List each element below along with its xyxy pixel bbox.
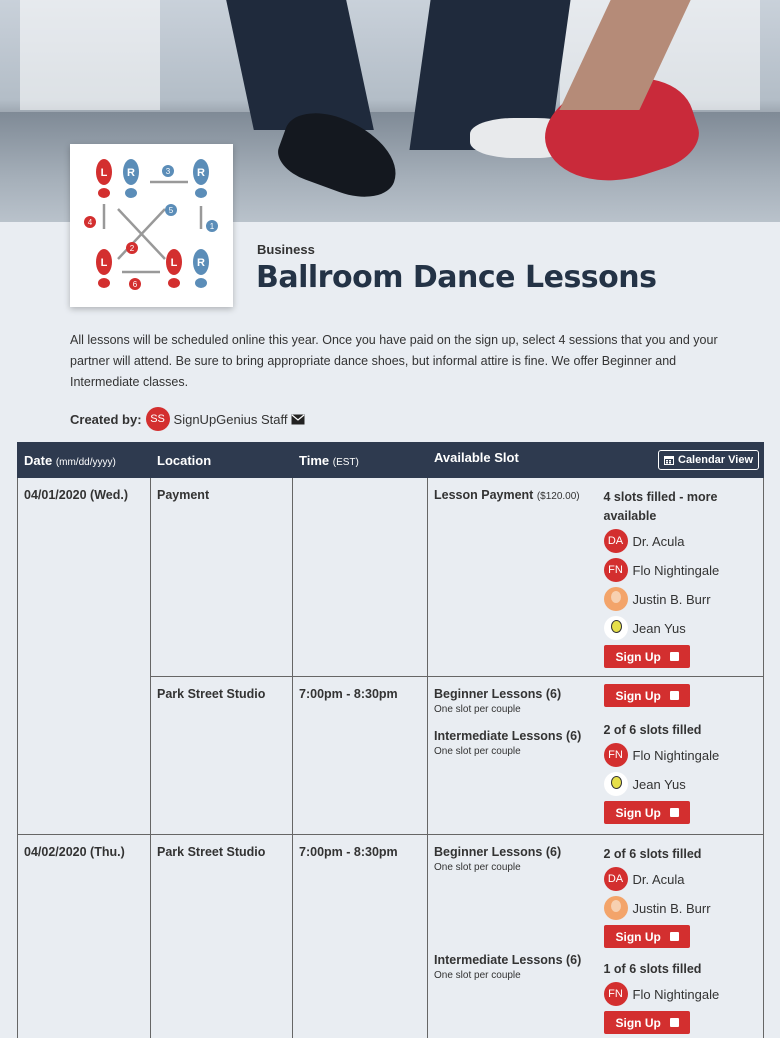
slot-title: Beginner Lessons (6) [434,687,562,701]
footprint-icon [193,159,209,198]
calendar-view-button[interactable]: Calendar View [658,450,759,470]
checkbox-icon [670,932,679,941]
participant [604,770,758,798]
signup-cell [598,677,764,835]
time-cell: 7:00pm - 8:30pm [293,677,428,835]
time-cell [293,478,428,677]
slot-cell [428,478,598,677]
footprint-icon [193,249,209,288]
slots-filled-status: 2 of 6 slots filled [603,847,702,861]
signup-table [17,442,764,1038]
participant [604,741,758,769]
slot-note: One slot per couple [434,704,521,715]
participant-name: Dr. Acula [632,871,685,887]
date-cell: 04/02/2020 (Thu.) [18,835,151,1038]
signup-cell [598,835,764,1038]
mail-icon[interactable] [291,414,305,425]
slot-title: Intermediate Lessons (6) [434,953,582,967]
foot-letter: R [197,167,205,179]
checkbox-icon [670,652,679,661]
slots-filled-status: 2 of 6 slots filled [603,723,702,737]
foot-letter: R [127,167,135,179]
lightbulb-icon [604,772,628,796]
avatar: FN [604,982,628,1006]
step-number: 2 [129,244,135,253]
foot-letter: L [170,257,178,269]
participant [604,585,758,613]
participant-name: Justin B. Burr [632,900,711,916]
sign-up-button[interactable]: Sign Up [604,1011,690,1034]
participant-name: Flo Nightingale [632,986,720,1002]
step-number: 4 [87,218,93,227]
sign-up-button[interactable]: Sign Up [604,645,690,668]
slot-title: Lesson Payment ($120.00) [434,488,580,502]
avatar-photo [604,896,628,920]
table-header-row [18,443,764,478]
created-by-label: Created by: [70,411,142,427]
column-header-time: Time (EST) [293,443,428,478]
foot-letter: R [197,257,205,269]
calendar-icon [664,455,674,465]
participant-name: Flo Nightingale [632,747,720,763]
date-cell: 04/01/2020 (Wed.) [18,478,151,835]
avatar: FN [604,743,628,767]
time-cell: 7:00pm - 8:30pm [293,835,428,1038]
table-row [18,835,764,1038]
participant-name: Dr. Acula [632,533,685,549]
signup-logo [70,144,233,307]
avatar: SS [146,407,170,431]
participant [604,614,758,642]
checkbox-icon [670,691,679,700]
slot-cell [428,835,598,1038]
footprint-icon [166,249,182,288]
table-row [18,478,764,677]
participant [604,527,758,555]
participant [604,894,758,922]
footprint-icon [96,249,112,288]
participant [604,556,758,584]
created-by [70,407,305,431]
location-cell: Payment [151,478,293,677]
slot-note: One slot per couple [434,862,521,873]
avatar: DA [604,867,628,891]
slot-note: One slot per couple [434,746,521,757]
column-header-slot: Available Slot Calendar View [428,443,764,478]
page-title: Ballroom Dance Lessons [256,260,657,295]
foot-letter: L [100,257,108,269]
signup-description: All lessons will be scheduled online this year. Once you have paid on the sign up, select 4 sessions that you and your partner will attend. Be sure to bring appropriate dance shoes, but informal attire is fine. We offer Beginner and Intermediate classes. [70,333,718,389]
participant-name: Flo Nightingale [632,562,720,578]
participant [604,865,758,893]
participant-name: Jean Yus [632,776,686,792]
lightbulb-icon [604,616,628,640]
step-number: 6 [132,280,138,289]
sign-up-button[interactable]: Sign Up [604,684,690,707]
checkbox-icon [670,808,679,817]
creator-name: SignUpGenius Staff [173,411,288,427]
footprint-icon [123,159,139,198]
avatar: FN [604,558,628,582]
slot-note: One slot per couple [434,970,521,981]
step-number: 5 [168,206,174,215]
checkbox-icon [670,1018,679,1027]
window-light [20,0,160,110]
dancer-leg [226,0,374,130]
step-number: 1 [209,222,215,231]
slots-filled-status: 1 of 6 slots filled [603,962,702,976]
step-number: 3 [165,167,171,176]
participant-name: Jean Yus [632,620,686,636]
location-cell: Park Street Studio [151,677,293,835]
avatar: DA [604,529,628,553]
category-label: Business [257,242,315,257]
slots-filled-status: 4 slots filled - more available [603,490,718,523]
signup-cell [598,478,764,677]
location-cell: Park Street Studio [151,835,293,1038]
foot-letter: L [100,167,108,179]
slot-title: Beginner Lessons (6) [434,845,562,859]
avatar-photo [604,587,628,611]
sign-up-button[interactable]: Sign Up [604,801,690,824]
footprint-icon [96,159,112,198]
column-header-date: Date (mm/dd/yyyy) [18,443,151,478]
slot-cell [428,677,598,835]
column-header-location: Location [151,443,293,478]
sign-up-button[interactable]: Sign Up [604,925,690,948]
slot-title: Intermediate Lessons (6) [434,729,582,743]
participant [604,980,758,1008]
participant-name: Justin B. Burr [632,591,711,607]
